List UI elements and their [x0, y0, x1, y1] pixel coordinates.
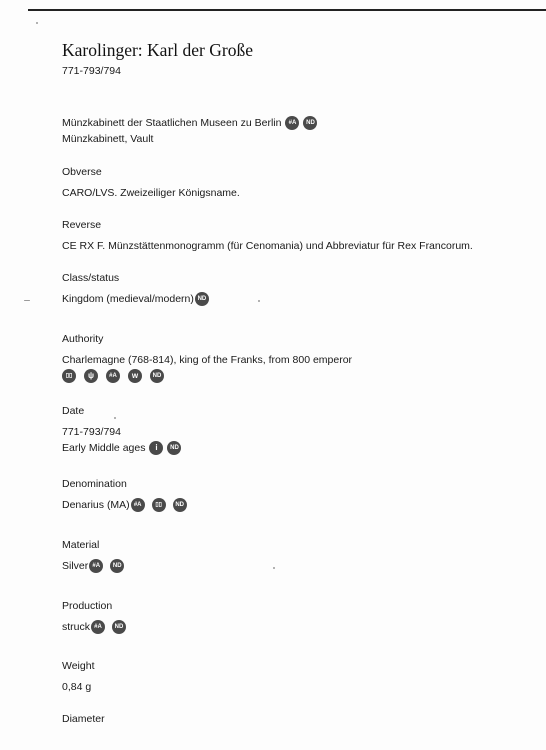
date-value: 771-793/794 — [62, 426, 121, 438]
production-field — [62, 600, 532, 635]
authority-file-badge[interactable]: #A — [285, 116, 299, 130]
nomisma-badge[interactable]: ND — [167, 441, 181, 455]
lod-badge[interactable]: ▯▯ — [152, 498, 166, 512]
date-period: Early Middle ages — [62, 442, 146, 454]
info-icon[interactable]: i — [149, 441, 163, 455]
authority-label: Authority — [62, 333, 104, 345]
authority-field — [62, 333, 532, 383]
authority-value: Charlemagne (768-814), king of the Franks, from 800 emperor — [62, 354, 353, 366]
weight-label: Weight — [62, 660, 95, 672]
authority-file-badge[interactable]: #A — [89, 559, 103, 573]
denomination-value: Denarius (MA) — [62, 499, 130, 511]
denomination-label: Denomination — [62, 478, 127, 490]
page-title: Karolinger: Karl der Große — [62, 40, 253, 60]
nomisma-badge[interactable]: ND — [112, 620, 126, 634]
collection-block — [62, 115, 532, 147]
collection-name: Münzkabinett der Staatlichen Museen zu Berlin — [62, 117, 282, 129]
viaf-badge[interactable]: ψ — [84, 369, 98, 383]
reverse-field — [62, 219, 532, 254]
weight-field — [62, 660, 532, 695]
obverse-label: Obverse — [62, 166, 102, 178]
lod-badge[interactable]: ▯▯ — [62, 369, 76, 383]
date-label: Date — [62, 405, 85, 417]
reverse-value: CE RX F. Münzstättenmonogramm (für Cenomania) und Abbreviatur für Rex Francorum. — [62, 240, 473, 252]
class-status-field — [62, 272, 532, 307]
diameter-label: Diameter — [62, 713, 105, 725]
collection-location: Münzkabinett, Vault — [62, 133, 154, 145]
scan-speck — [24, 300, 30, 301]
material-field — [62, 539, 532, 574]
wikipedia-badge[interactable]: w — [128, 369, 142, 383]
scan-speck — [36, 22, 38, 24]
page-subtitle: 771-793/794 — [62, 65, 121, 77]
obverse-field — [62, 166, 532, 201]
record-content — [62, 40, 532, 725]
top-rule — [28, 9, 546, 11]
date-field — [62, 405, 532, 456]
reverse-label: Reverse — [62, 219, 102, 231]
denomination-field — [62, 478, 532, 513]
authority-file-badge[interactable]: #A — [91, 620, 105, 634]
nomisma-badge[interactable]: ND — [195, 292, 209, 306]
obverse-value: CARO/LVS. Zweizeiliger Königsname. — [62, 187, 240, 199]
class-status-label: Class/status — [62, 272, 120, 284]
material-value: Silver — [62, 560, 89, 572]
production-value: struck — [62, 621, 91, 633]
nomisma-badge[interactable]: ND — [173, 498, 187, 512]
nomisma-badge[interactable]: ND — [150, 369, 164, 383]
production-label: Production — [62, 600, 113, 612]
class-status-value: Kingdom (medieval/modern) — [62, 293, 194, 305]
material-label: Material — [62, 539, 100, 551]
authority-file-badge[interactable]: #A — [131, 498, 145, 512]
nomisma-badge[interactable]: ND — [303, 116, 317, 130]
nomisma-badge[interactable]: ND — [110, 559, 124, 573]
authority-file-badge[interactable]: #A — [106, 369, 120, 383]
weight-value: 0,84 g — [62, 681, 92, 693]
diameter-field — [62, 713, 532, 732]
